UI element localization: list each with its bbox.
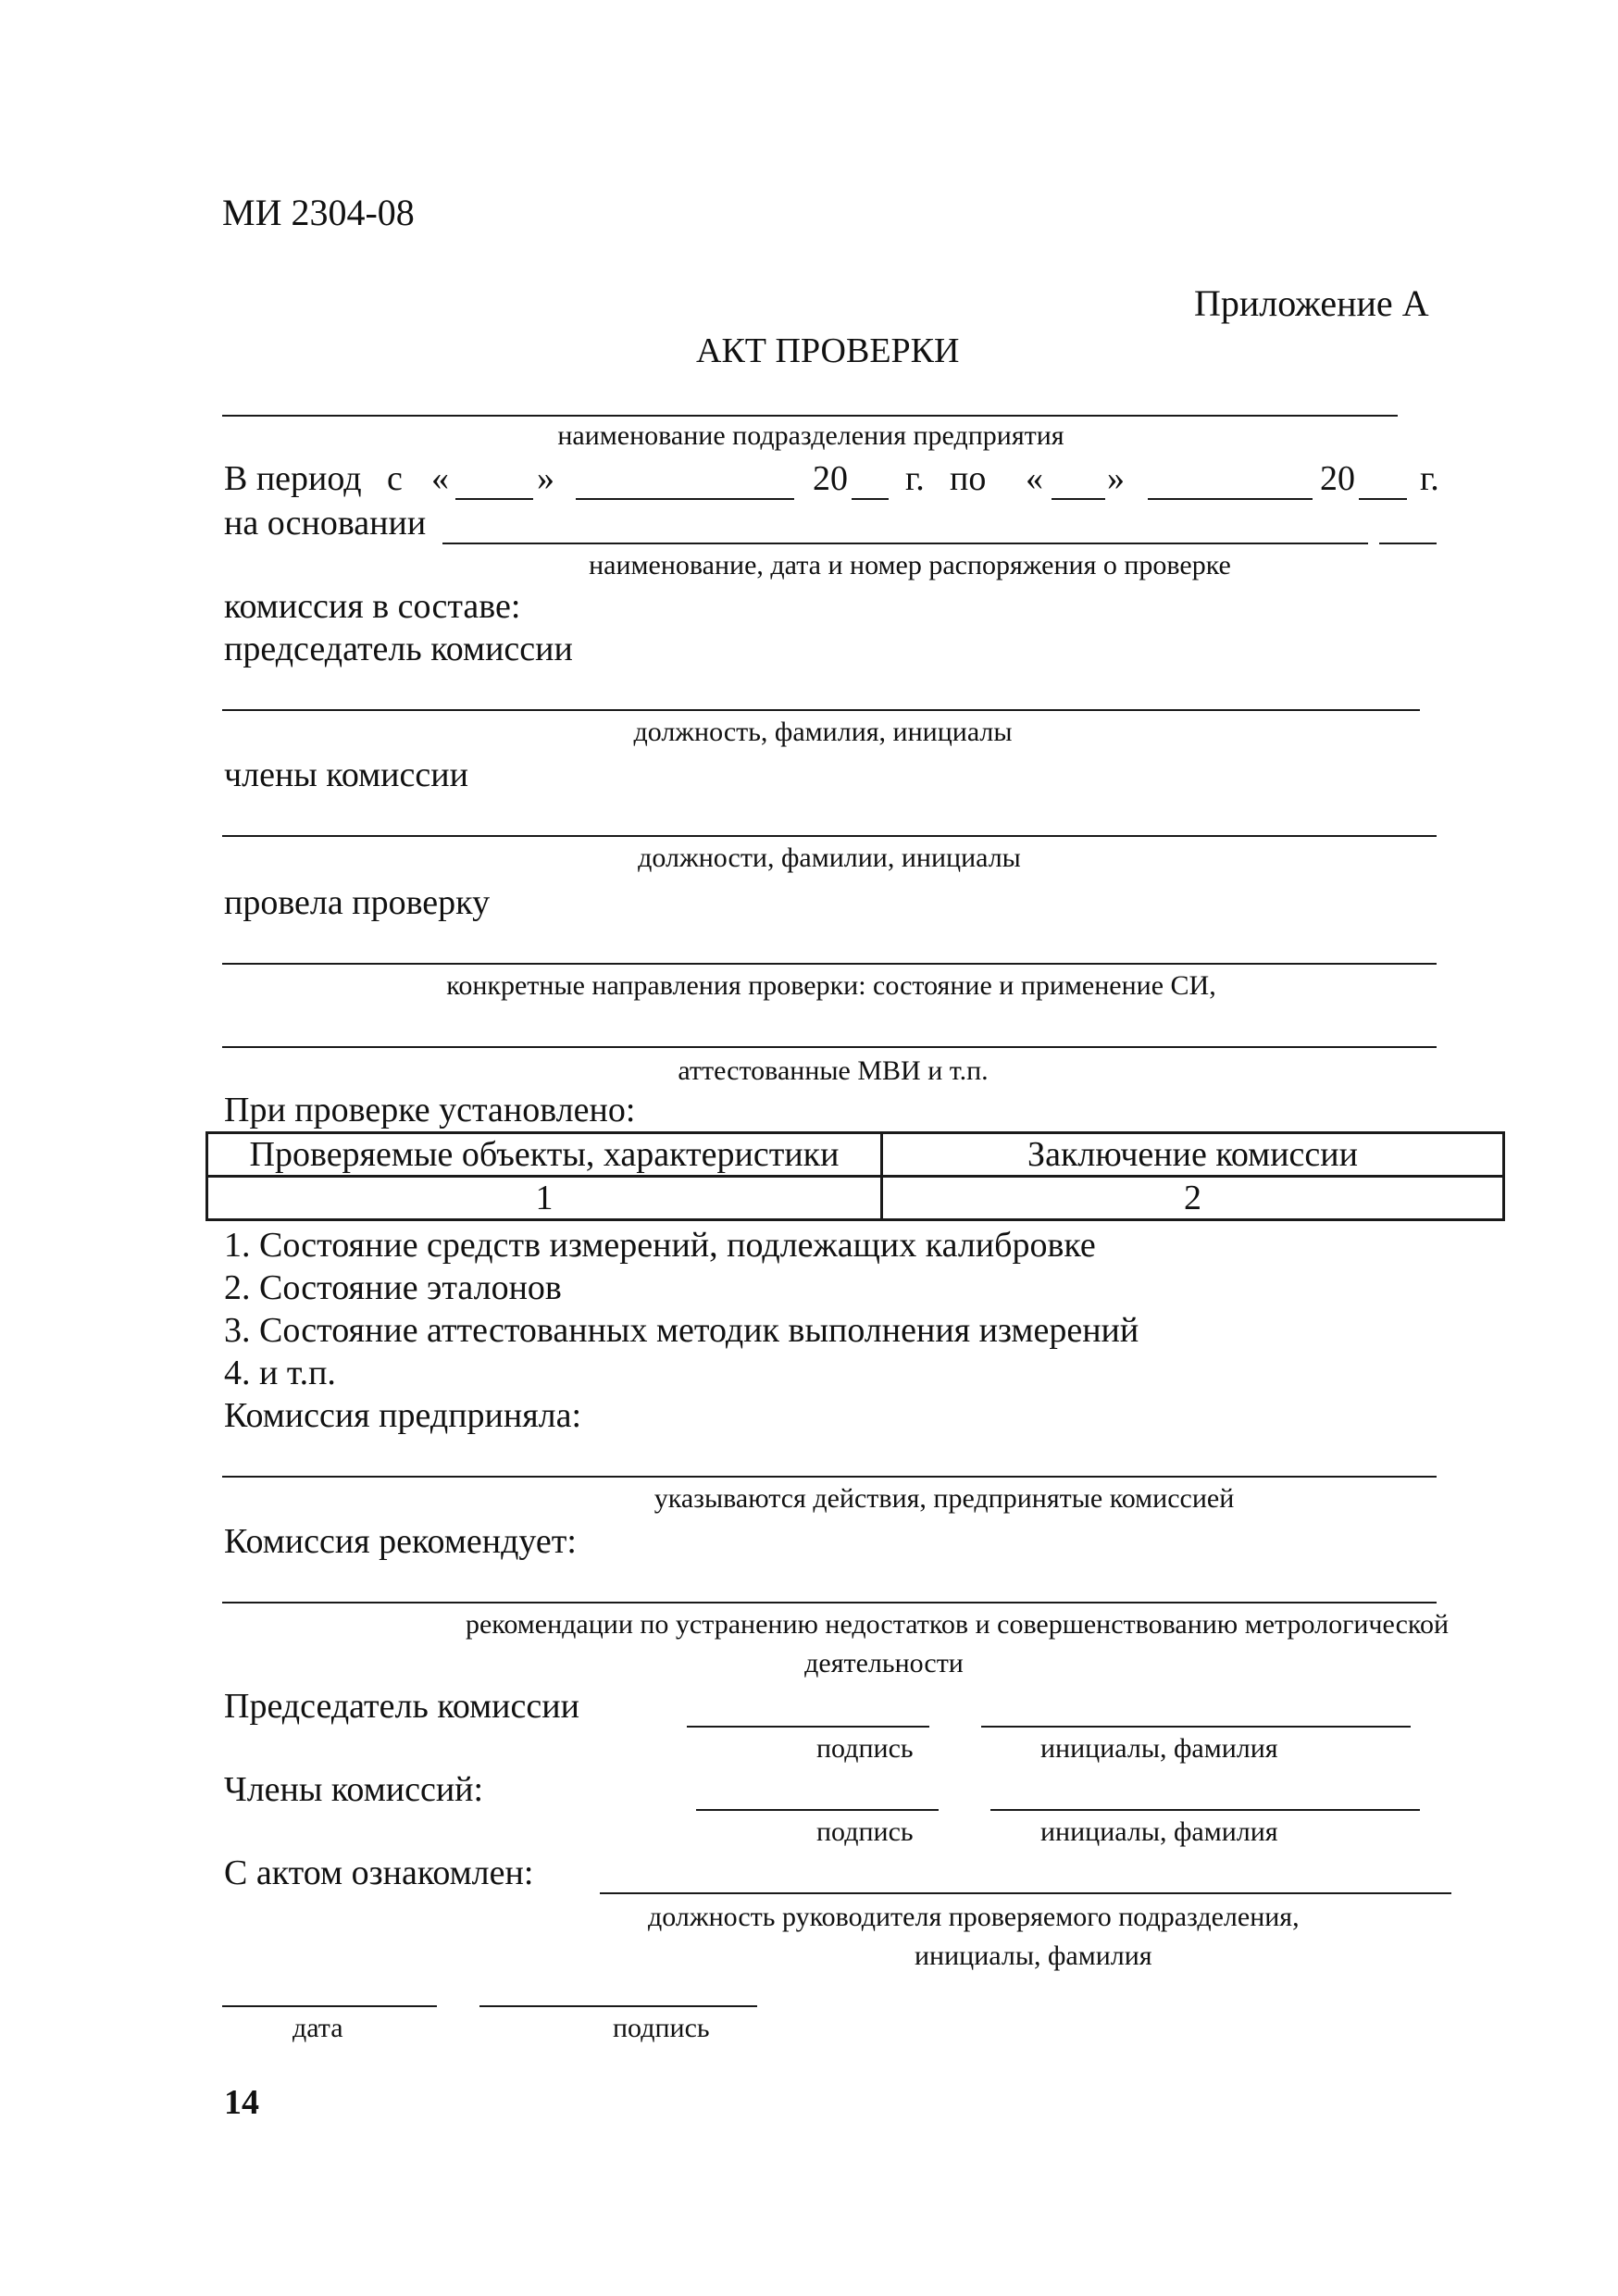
findings-table-number-2: 2 — [882, 1177, 1504, 1220]
actions-caption: указываются действия, предпринятые комиссией — [653, 1483, 1235, 1514]
signature-chair-name-caption: инициалы, фамилия — [1040, 1733, 1278, 1764]
period-to-year-line — [1359, 498, 1407, 500]
finding-item-4: 4. и т.п. — [224, 1354, 336, 1392]
period-from-year-prefix: 20 — [813, 459, 848, 498]
period-from-day-line — [455, 498, 533, 500]
signature-members-name-line — [990, 1809, 1420, 1811]
signature-members-sign-line — [696, 1809, 939, 1811]
commission-label: комиссия в составе: — [224, 587, 521, 626]
period-from-year-suffix: г. — [905, 459, 925, 498]
findings-label: При проверке установлено: — [224, 1091, 636, 1129]
chair-caption: должность, фамилия, инициалы — [633, 717, 1013, 747]
actions-line — [222, 1476, 1437, 1478]
recommendations-line — [222, 1602, 1437, 1603]
date-line — [222, 2005, 437, 2007]
members-caption: должности, фамилии, инициалы — [638, 842, 1021, 873]
members-label: члены комиссии — [224, 755, 468, 794]
acknowledged-line — [600, 1892, 1451, 1894]
finding-item-1: 1. Состояние средств измерений, подлежащих калибровке — [224, 1226, 1096, 1265]
recommendations-caption-2: деятельности — [804, 1648, 964, 1678]
findings-table-header-objects: Проверяемые объекты, характеристики — [207, 1133, 882, 1177]
period-to-open-quote: « — [1026, 459, 1043, 498]
signature-chair-sign-line — [687, 1726, 929, 1728]
inspection-caption-2: аттестованные МВИ и т.п. — [678, 1055, 989, 1086]
inspection-line-1 — [222, 963, 1437, 965]
period-from-close-quote: » — [537, 459, 554, 498]
finding-item-3: 3. Состояние аттестованных методик выполнения измерений — [224, 1311, 1139, 1350]
period-to-month-line — [1148, 498, 1313, 500]
inspection-caption-1: конкретные направления проверки: состояние и применение СИ, — [446, 970, 1216, 1001]
basis-caption: наименование, дата и номер распоряжения о проверке — [589, 550, 1231, 580]
period-from-open-quote: « — [431, 459, 449, 498]
period-to-year-suffix: г. — [1420, 459, 1439, 498]
signature-members-label: Члены комиссий: — [224, 1770, 484, 1809]
inspection-label: провела проверку — [224, 883, 491, 922]
chair-line — [222, 709, 1420, 711]
acknowledged-caption-2: инициалы, фамилия — [915, 1940, 1152, 1971]
signature-members-sign-caption: подпись — [816, 1816, 914, 1847]
basis-line — [442, 543, 1368, 544]
recommendations-caption-1: рекомендации по устранению недостатков и совершенствованию метрологической — [465, 1609, 1449, 1640]
signature-chair-label: Председатель комиссии — [224, 1687, 579, 1726]
unit-name-line — [222, 415, 1398, 417]
period-label: В период — [224, 459, 362, 498]
findings-table-number-1: 1 — [207, 1177, 882, 1220]
acknowledged-caption-1: должность руководителя проверяемого подразделения, — [648, 1902, 1300, 1932]
recommendations-label: Комиссия рекомендует: — [224, 1522, 577, 1561]
appendix-label: Приложение А — [1194, 282, 1429, 324]
basis-label: на основании — [224, 504, 427, 543]
period-to-day-line — [1052, 498, 1105, 500]
period-to-year-prefix: 20 — [1320, 459, 1355, 498]
actions-label: Комиссия предприняла: — [224, 1396, 582, 1435]
findings-table — [205, 1131, 1505, 1221]
period-to-word: по — [950, 459, 987, 498]
period-from-year-line — [852, 498, 889, 500]
signature-chair-sign-caption: подпись — [816, 1733, 914, 1764]
findings-table-header-conclusion: Заключение комиссии — [882, 1133, 1504, 1177]
unit-name-caption: наименование подразделения предприятия — [557, 420, 1064, 451]
sign-line — [479, 2005, 757, 2007]
period-from-word: с — [387, 459, 403, 498]
signature-members-name-caption: инициалы, фамилия — [1040, 1816, 1278, 1847]
date-caption: дата — [292, 2013, 343, 2043]
members-line — [222, 835, 1437, 837]
signature-chair-name-line — [981, 1726, 1411, 1728]
acknowledged-label: С актом ознакомлен: — [224, 1853, 534, 1892]
document-code: МИ 2304-08 — [222, 192, 415, 233]
basis-line-end — [1379, 543, 1437, 544]
finding-item-2: 2. Состояние эталонов — [224, 1268, 562, 1307]
page-title: АКТ ПРОВЕРКИ — [696, 331, 960, 370]
sign-caption: подпись — [613, 2013, 710, 2043]
findings-table-header-row — [207, 1133, 1504, 1177]
page-number: 14 — [224, 2083, 259, 2122]
findings-table-number-row — [207, 1177, 1504, 1220]
period-to-close-quote: » — [1107, 459, 1125, 498]
inspection-line-2 — [222, 1046, 1437, 1048]
period-from-month-line — [576, 498, 794, 500]
chair-label: председатель комиссии — [224, 630, 573, 668]
